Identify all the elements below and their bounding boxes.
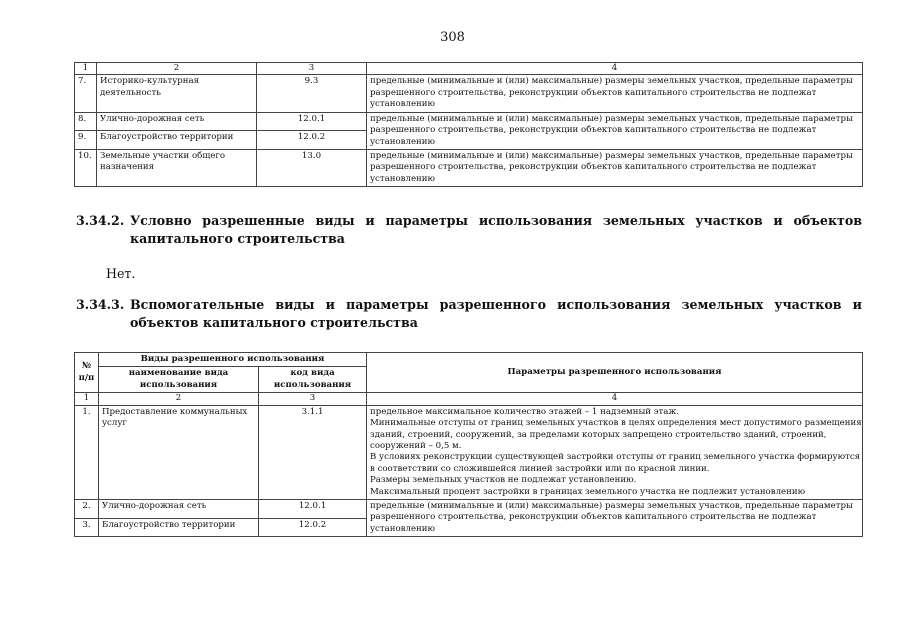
- table-row: [75, 405, 863, 499]
- page-number: 308: [440, 30, 465, 45]
- param-line: разрешенного строительства, реконструкции объектов капитального строительства не подлежат: [370, 125, 817, 136]
- param-line: Минимальные отступы от границ земельных участков в целях определения мест допустимого размещения: [370, 418, 862, 429]
- row-number: 8.: [75, 112, 97, 131]
- use-parameters: [367, 500, 863, 537]
- none-text: Нет.: [106, 266, 136, 281]
- param-line: предельное максимальное количество этажей – 1 надземный этаж.: [370, 406, 680, 417]
- table-row: [75, 500, 863, 519]
- column-number: 2: [97, 63, 257, 75]
- section-title: Вспомогательные виды и параметры разрешенного использования земельных участков и объектов капитального строительства: [130, 297, 862, 330]
- use-code: 12.0.2: [257, 131, 367, 150]
- param-line: установлению: [370, 173, 435, 184]
- use-parameters: [367, 405, 863, 499]
- column-number-row: [75, 393, 863, 405]
- use-name: Улично-дорожная сеть: [99, 500, 259, 519]
- param-line: установлению: [370, 523, 435, 534]
- column-number-row: [75, 63, 863, 75]
- header-row-number: № п/п: [75, 353, 99, 393]
- param-line: предельные (минимальные и (или) максимальные) размеры земельных участков, предельные параметры: [370, 113, 853, 124]
- param-line: Размеры земельных участков не подлежат установлению.: [370, 475, 637, 486]
- section-number: 3.34.2.: [76, 213, 125, 228]
- row-number: 10.: [75, 149, 97, 186]
- row-number: 3.: [75, 518, 99, 537]
- use-code: 12.0.2: [259, 518, 367, 537]
- use-code: 12.0.1: [259, 500, 367, 519]
- param-line: сооружений – 0,5 м.: [370, 440, 462, 451]
- param-line: разрешенного строительства, реконструкции объектов капитального строительства не подлежат: [370, 162, 817, 173]
- param-line: установлению: [370, 136, 435, 147]
- column-number: 4: [367, 393, 863, 405]
- permitted-uses-table-continued: [74, 62, 863, 187]
- use-name: Историко-культурная деятельность: [97, 75, 257, 112]
- param-line: предельные (минимальные и (или) максимальные) размеры земельных участков, предельные параметры: [370, 501, 853, 512]
- row-number: 2.: [75, 500, 99, 519]
- table-row: [75, 75, 863, 112]
- column-number: 1: [75, 63, 97, 75]
- use-name: Предоставление коммунальных услуг: [99, 405, 259, 499]
- param-line: предельные (минимальные и (или) максимальные) размеры земельных участков, предельные параметры: [370, 76, 853, 87]
- header-use-name: наименование вида использования: [99, 367, 259, 393]
- section-number: 3.34.3.: [76, 297, 125, 312]
- header-parameters: Параметры разрешенного использования: [367, 353, 863, 393]
- use-code: 3.1.1: [259, 405, 367, 499]
- param-line: в соответствии со сложившейся линией застройки или по красной линии.: [370, 463, 710, 474]
- param-line: Максимальный процент застройки в границах земельного участка не подлежит установлению: [370, 486, 806, 497]
- auxiliary-uses-table: [74, 352, 863, 537]
- row-number: 1.: [75, 405, 99, 499]
- use-parameters: [367, 75, 863, 112]
- table-row: [75, 149, 863, 186]
- use-parameters: [367, 149, 863, 186]
- table-header-row: [75, 353, 863, 367]
- use-name: Улично-дорожная сеть: [97, 112, 257, 131]
- param-line: предельные (минимальные и (или) максимальные) размеры земельных участков, предельные параметры: [370, 150, 853, 161]
- column-number: 2: [99, 393, 259, 405]
- use-parameters: [367, 112, 863, 149]
- use-code: 9.3: [257, 75, 367, 112]
- param-line: В условиях реконструкции существующей застройки отступы от границ земельного участка формируются: [370, 452, 861, 463]
- param-line: разрешенного строительства, реконструкции объектов капитального строительства не подлежат: [370, 512, 817, 523]
- section-title: Условно разрешенные виды и параметры использования земельных участков и объектов капитального строительства: [130, 213, 862, 246]
- use-code: 13.0: [257, 149, 367, 186]
- column-number: 4: [367, 63, 863, 75]
- use-name: Благоустройство территории: [99, 518, 259, 537]
- param-line: установлению: [370, 99, 435, 110]
- column-number: 1: [75, 393, 99, 405]
- param-line: разрешенного строительства, реконструкции объектов капитального строительства не подлежат: [370, 87, 817, 98]
- row-number: 7.: [75, 75, 97, 112]
- section-heading-auxiliary-uses: [76, 296, 862, 332]
- section-heading-conditional-uses: [76, 212, 862, 248]
- header-use-code: код вида использования: [259, 367, 367, 393]
- column-number: 3: [259, 393, 367, 405]
- row-number: 9.: [75, 131, 97, 150]
- header-permitted-use-types: Виды разрешенного использования: [99, 353, 367, 367]
- param-line: зданий, строений, сооружений, за пределами которых запрещено строительство зданий, строений,: [370, 429, 827, 440]
- column-number: 3: [257, 63, 367, 75]
- table-row: [75, 112, 863, 131]
- use-name: Земельные участки общего назначения: [97, 149, 257, 186]
- use-name: Благоустройство территории: [97, 131, 257, 150]
- use-code: 12.0.1: [257, 112, 367, 131]
